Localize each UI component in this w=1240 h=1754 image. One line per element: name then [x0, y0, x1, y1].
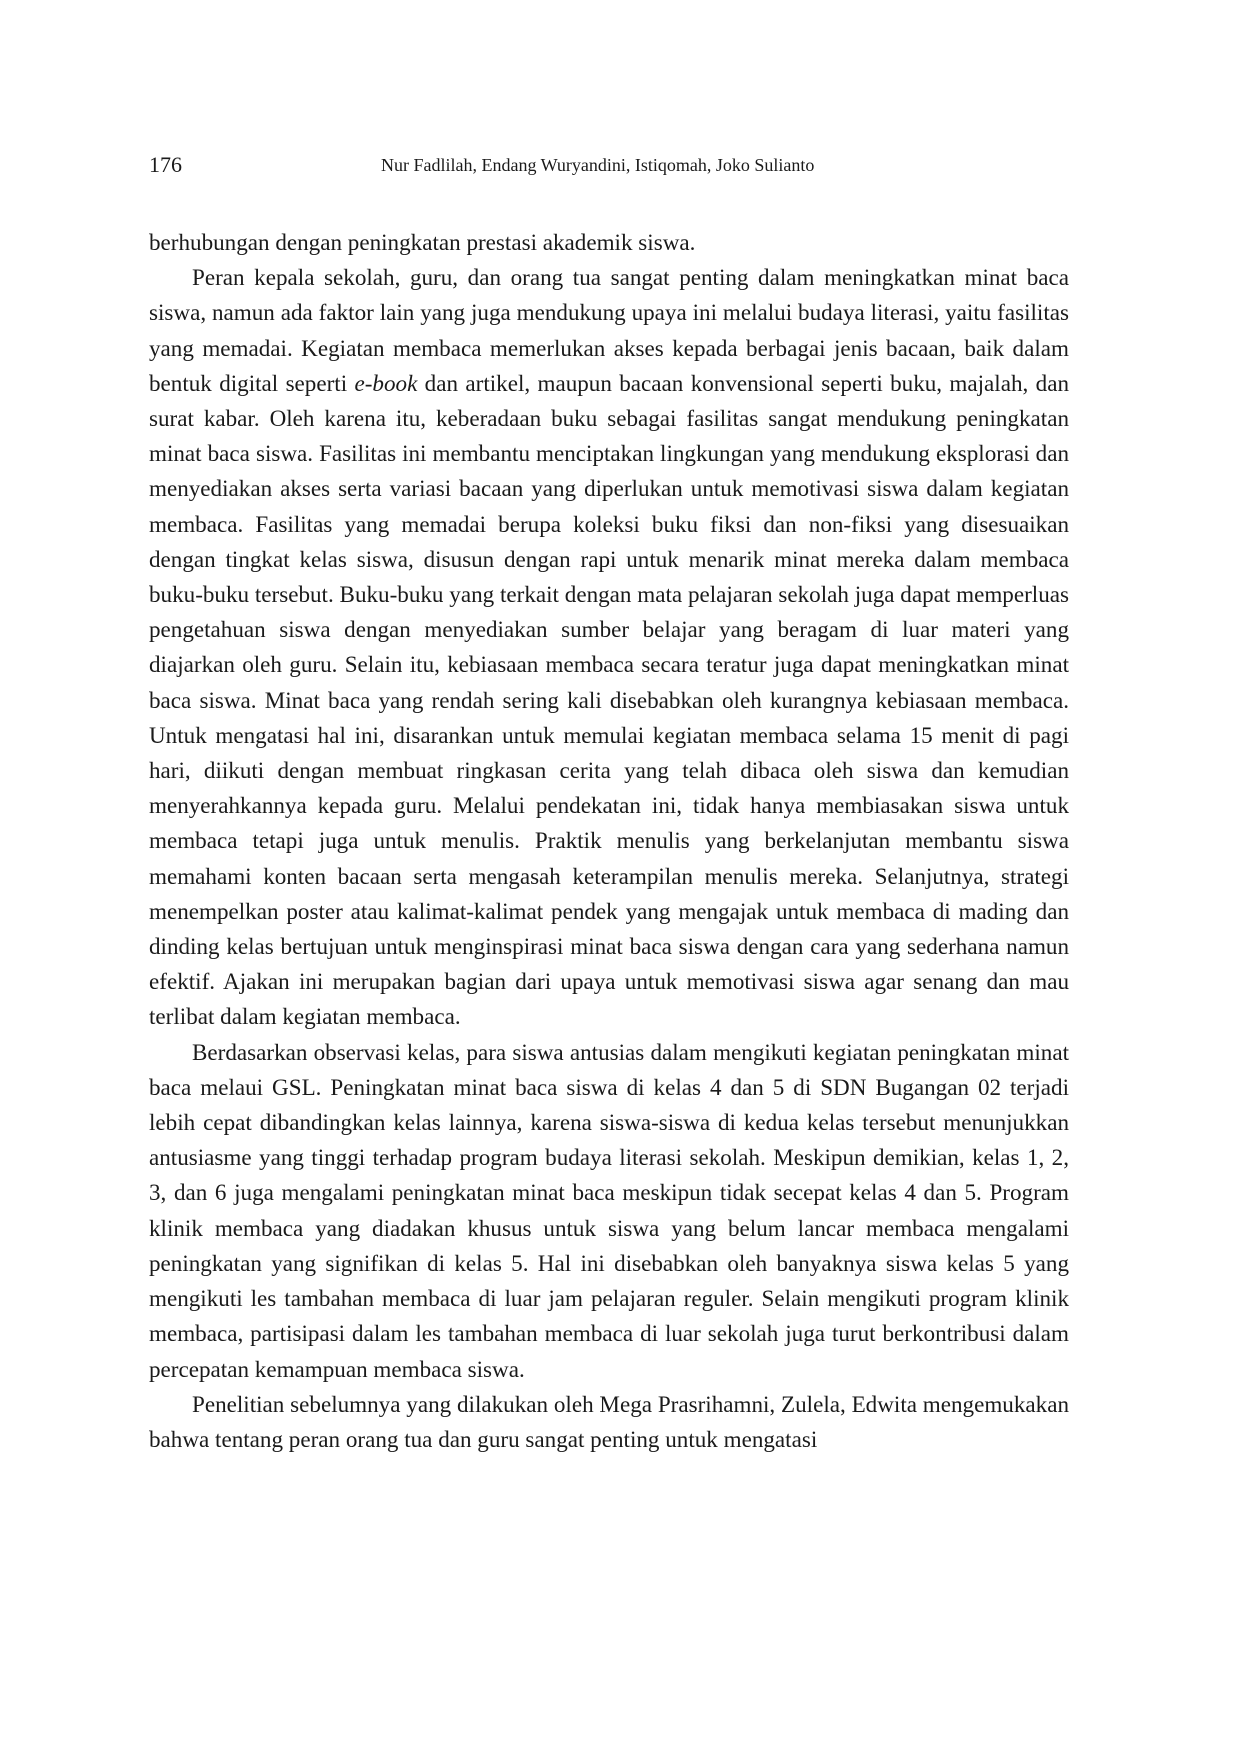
page-number: 176 — [149, 152, 182, 177]
paragraph-facilities-part-2: dan artikel, maupun bacaan konvensional seperti buku, majalah, dan surat kabar. Oleh karena itu, keberadaan buku sebagai fasilitas sangat mendukung peningkatan minat baca siswa. Fasilitas ini membantu menciptakan lingkungan yang mendukung eksplorasi dan menyediakan akses serta variasi bacaan yang diperlukan untuk memotivasi siswa dalam kegiatan membaca. Fasilitas yang memadai berupa koleksi buku fiksi dan non-fiksi yang disesuaikan dengan tingkat kelas siswa, disusun dengan rapi untuk menarik minat mereka dalam membaca buku-buku tersebut. Buku-buku yang terkait dengan mata pelajaran sekolah juga dapat memperluas pengetahuan siswa dengan menyediakan sumber belajar yang beragam di luar materi yang diajarkan oleh guru. Selain itu, kebiasaan membaca secara teratur juga dapat meningkatkan minat baca siswa. Minat baca yang rendah sering kali disebabkan oleh kurangnya kebiasaan membaca. Untuk mengatasi hal ini, disarankan untuk memulai kegiatan membaca selama 15 menit di pagi hari, diikuti dengan membuat ringkasan cerita yang telah dibaca oleh siswa dan kemudian menyerahkannya kepada guru. Melalui pendekatan ini, tidak hanya membiasakan siswa untuk membaca tetapi juga untuk menulis. Praktik menulis yang berkelanjutan membantu siswa memahami konten bacaan serta mengasah keterampilan menulis mereka. Selanjutnya, strategi menempelkan poster atau kalimat-kalimat pendek yang mengajak untuk membaca di mading dan dinding kelas bertujuan untuk menginspirasi minat baca siswa dengan cara yang sederhana namun efektif. Ajakan ini merupakan bagian dari upaya untuk memotivasi siswa agar senang dan mau terlibat dalam kegiatan membaca. — [149, 369, 1069, 1030]
italic-term-ebook: e-book — [354, 369, 418, 396]
paragraph-facilities-part-1: Peran kepala sekolah, guru, dan orang tua sangat penting dalam meningkatkan minat baca siswa, namun ada faktor lain yang juga mendukung upaya ini melalui budaya literasi, yaitu fasilitas yang memadai. Kegiatan membaca memerlukan akses kepada berbagai jenis bacaan, baik dalam bentuk digital seperti — [149, 264, 1069, 396]
running-head — [149, 152, 1069, 182]
paragraph-continuation: berhubungan dengan peningkatan prestasi akademik siswa. — [149, 229, 696, 255]
body-text — [149, 225, 1069, 1457]
running-head-authors: Nur Fadlilah, Endang Wuryandini, Istiqomah, Joko Sulianto — [381, 155, 815, 175]
paragraph-previous-research: Penelitian sebelumnya yang dilakukan oleh Mega Prasrihamni, Zulela, Edwita mengemukakan bahwa tentang peran orang tua dan guru sangat penting untuk mengatasi — [149, 1390, 1069, 1452]
paragraph-facilities — [149, 260, 1069, 1034]
paragraph-observation: Berdasarkan observasi kelas, para siswa antusias dalam mengikuti kegiatan peningkatan minat baca melaui GSL. Peningkatan minat baca siswa di kelas 4 dan 5 di SDN Bugangan 02 terjadi lebih cepat dibandingkan kelas lainnya, karena siswa-siswa di kedua kelas tersebut menunjukkan antusiasme yang tinggi terhadap program budaya literasi sekolah. Meskipun demikian, kelas 1, 2, 3, dan 6 juga mengalami peningkatan minat baca meskipun tidak secepat kelas 4 dan 5. Program klinik membaca yang diadakan khusus untuk siswa yang belum lancar membaca mengalami peningkatan yang signifikan di kelas 5. Hal ini disebabkan oleh banyaknya siswa kelas 5 yang mengikuti les tambahan membaca di luar jam pelajaran reguler. Selain mengikuti program klinik membaca, partisipasi dalam les tambahan membaca di luar sekolah juga turut berkontribusi dalam percepatan kemampuan membaca siswa. — [149, 1038, 1069, 1382]
